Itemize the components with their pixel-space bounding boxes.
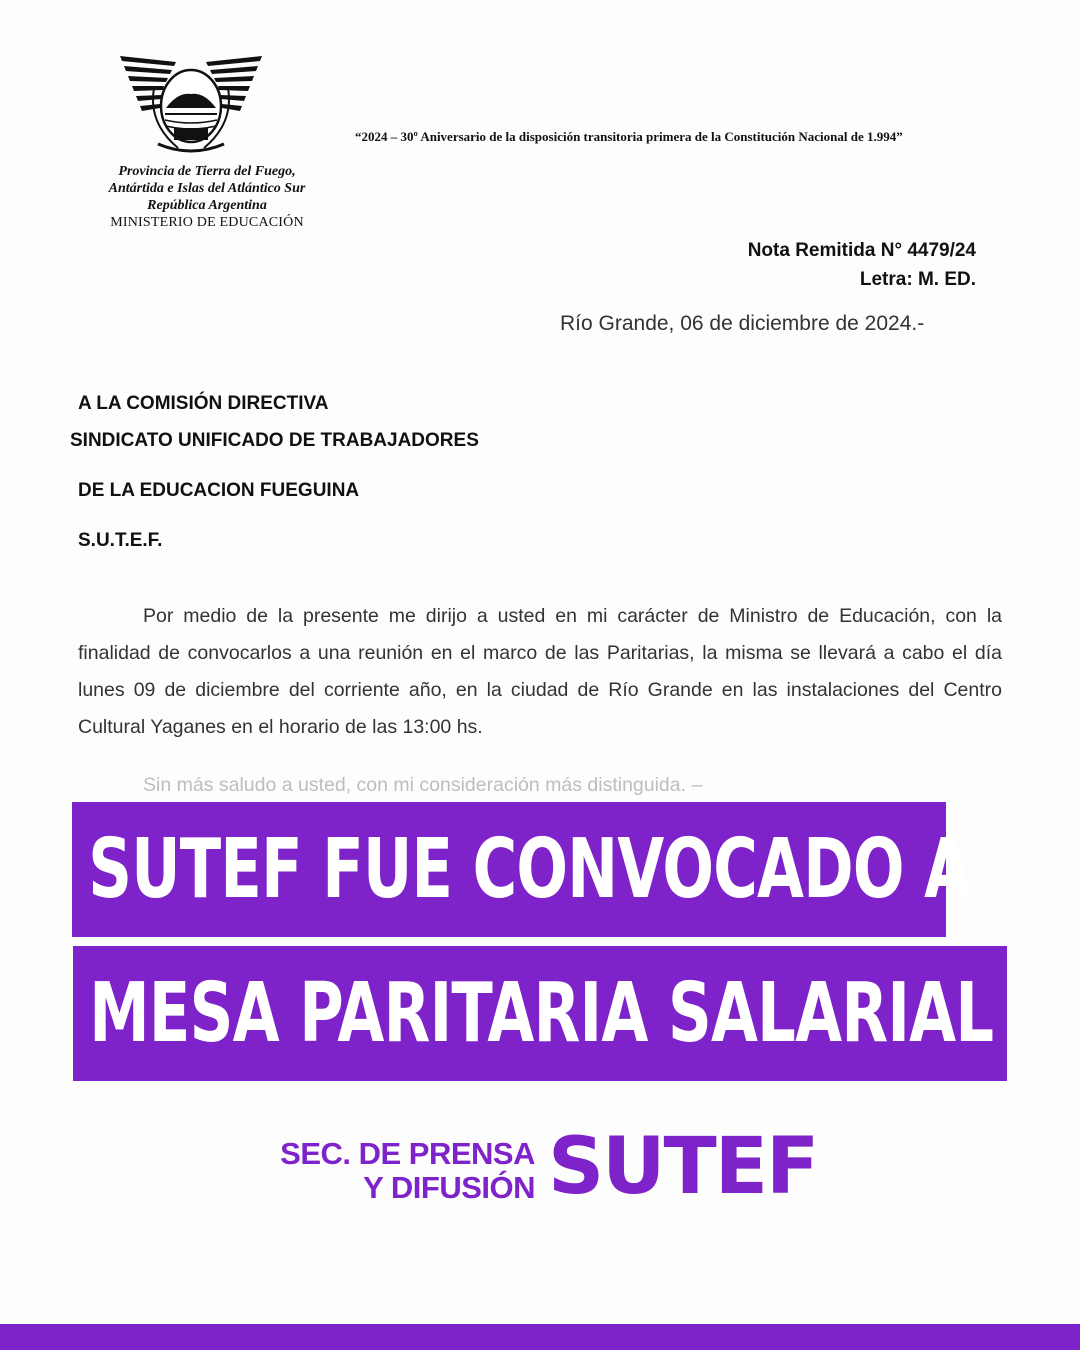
- note-letter: Letra: M. ED.: [859, 269, 976, 290]
- ministry-name: MINISTERIO DE EDUCACIÓN: [110, 215, 304, 230]
- province-line-1: Provincia de Tierra del Fuego,: [118, 164, 296, 179]
- note-reference: [748, 236, 976, 294]
- headline-banner-2: [73, 946, 1007, 1081]
- headline-banner-1: [72, 802, 971, 937]
- addressee-line-2: SINDICATO UNIFICADO DE TRABAJADORES: [70, 430, 479, 451]
- headline-line-1: SUTEF FUE CONVOCADO A: [88, 821, 971, 917]
- addressee-line-3: DE LA EDUCACION FUEGUINA: [78, 480, 360, 501]
- coat-of-arms-icon: [118, 48, 264, 160]
- province-line-2: Antártida e Islas del Atlántico Sur: [108, 181, 306, 196]
- sutef-logo: SUTEF: [548, 1122, 818, 1212]
- bottom-accent-bar: [0, 1324, 1080, 1350]
- body-paragraph: Por medio de la presente me dirijo a usted en mi carácter de Ministro de Educación, con la finalidad de convocarlos a una reunión en el marco de las Paritarias, la misma se llevará a cabo el día lunes 09 de diciembre del corriente año, en la ciudad de Río Grande en las instalaciones del Centro Cultural Yaganes en el horario de las 13:00 hs.: [78, 605, 1002, 738]
- note-date: Río Grande, 06 de diciembre de 2024.-: [560, 312, 925, 335]
- anniversary-motto: “2024 – 30º Aniversario de la disposición transitoria primera de la Constitución Nacional de 1.994”: [355, 129, 903, 144]
- closing-line: Sin más saludo a usted, con mi consideración más distinguida. –: [143, 774, 703, 796]
- press-office-label: [240, 1137, 535, 1205]
- province-line-3: República Argentina: [147, 198, 267, 213]
- institution-block: [92, 163, 322, 231]
- addressee-line-1: A LA COMISIÓN DIRECTIVA: [78, 393, 329, 414]
- press-line-1: SEC. DE PRENSA: [280, 1136, 535, 1171]
- note-number: Nota Remitida N° 4479/24: [747, 240, 976, 261]
- headline-line-2: MESA PARITARIA SALARIAL: [89, 965, 994, 1061]
- addressee-line-4: S.U.T.E.F.: [78, 530, 163, 551]
- press-line-2: Y DIFUSIÓN: [363, 1170, 535, 1205]
